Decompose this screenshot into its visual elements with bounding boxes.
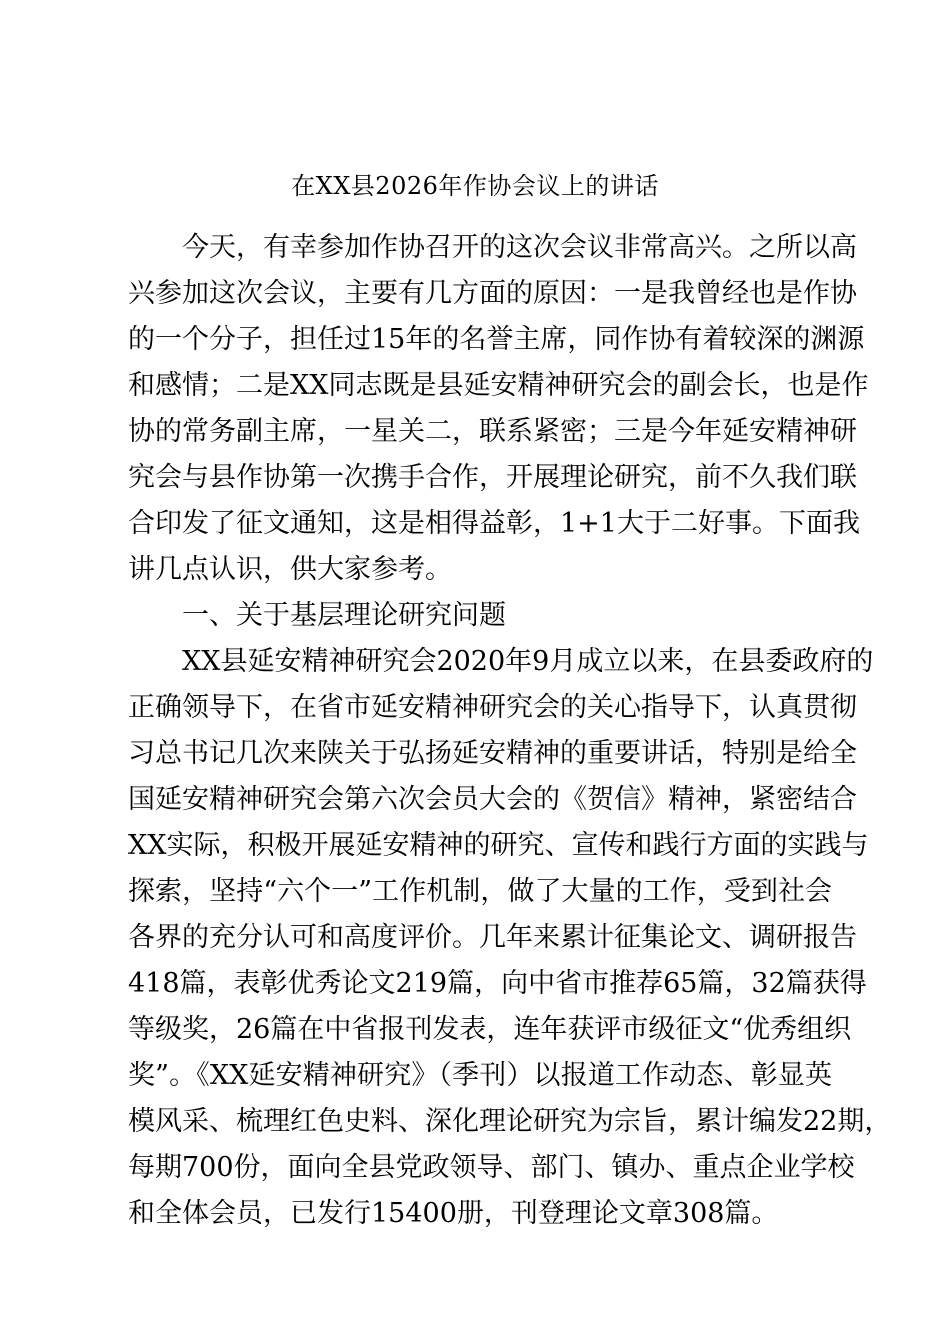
text-line: 合印发了征文通知，这是相得益彰，1+1大于二好事。下面我 [128,508,860,539]
document-title: 在XX县2026年作协会议上的讲话 [291,172,659,200]
text-line: 国延安精神研究会第六次会员大会的《贺信》精神，紧密结合 [128,784,857,815]
text-line: 等级奖，26篇在中省报刊发表，连年获评市级征文“优秀组织 [128,1014,852,1045]
text-line: XX县延安精神研究会2020年9月成立以来，在县委政府的 [182,646,874,677]
text-line: 的一个分子，担任过15年的名誉主席，同作协有着较深的渊源 [128,324,865,355]
text-line: 讲几点认识，供大家参考。 [128,554,452,585]
text-line: 探索，坚持“六个一”工作机制，做了大量的工作，受到社会 [128,876,832,907]
document-body [128,225,892,1237]
text-line: 正确领导下，在省市延安精神研究会的关心指导下，认真贯彻 [128,692,857,723]
text-line: 习总书记几次来陕关于弘扬延安精神的重要讲话，特别是给全 [128,738,857,769]
text-line: 协的常务副主席，一星关二，联系紧密；三是今年延安精神研 [128,416,857,447]
text-line: 一、关于基层理论研究问题 [182,600,506,631]
text-line: 今天，有幸参加作协召开的这次会议非常高兴。之所以高 [182,232,857,263]
text-line: 究会与县作协第一次携手合作，开展理论研究，前不久我们联 [128,462,857,493]
text-line: 和全体会员，已发行15400册，刊登理论文章308篇。 [128,1198,779,1229]
text-line: 每期700份，面向全县党政领导、部门、镇办、重点企业学校 [128,1152,855,1183]
text-line: 和感情；二是XX同志既是县延安精神研究会的副会长，也是作 [128,370,869,401]
text-line: 奖”。《XX延安精神研究》（季刊）以报道工作动态、彰显英 [128,1060,832,1091]
text-line: 418篇，表彰优秀论文219篇，向中省市推荐65篇，32篇获得 [128,968,867,999]
text-line: 兴参加这次会议，主要有几方面的原因：一是我曾经也是作协 [128,278,857,309]
text-line: 各界的充分认可和高度评价。几年来累计征集论文、调研报告 [128,922,857,953]
text-line: 模风采、梳理红色史料、深化理论研究为宗旨，累计编发22期， [128,1106,892,1137]
text-line: XX实际，积极开展延安精神的研究、宣传和践行方面的实践与 [128,830,869,861]
